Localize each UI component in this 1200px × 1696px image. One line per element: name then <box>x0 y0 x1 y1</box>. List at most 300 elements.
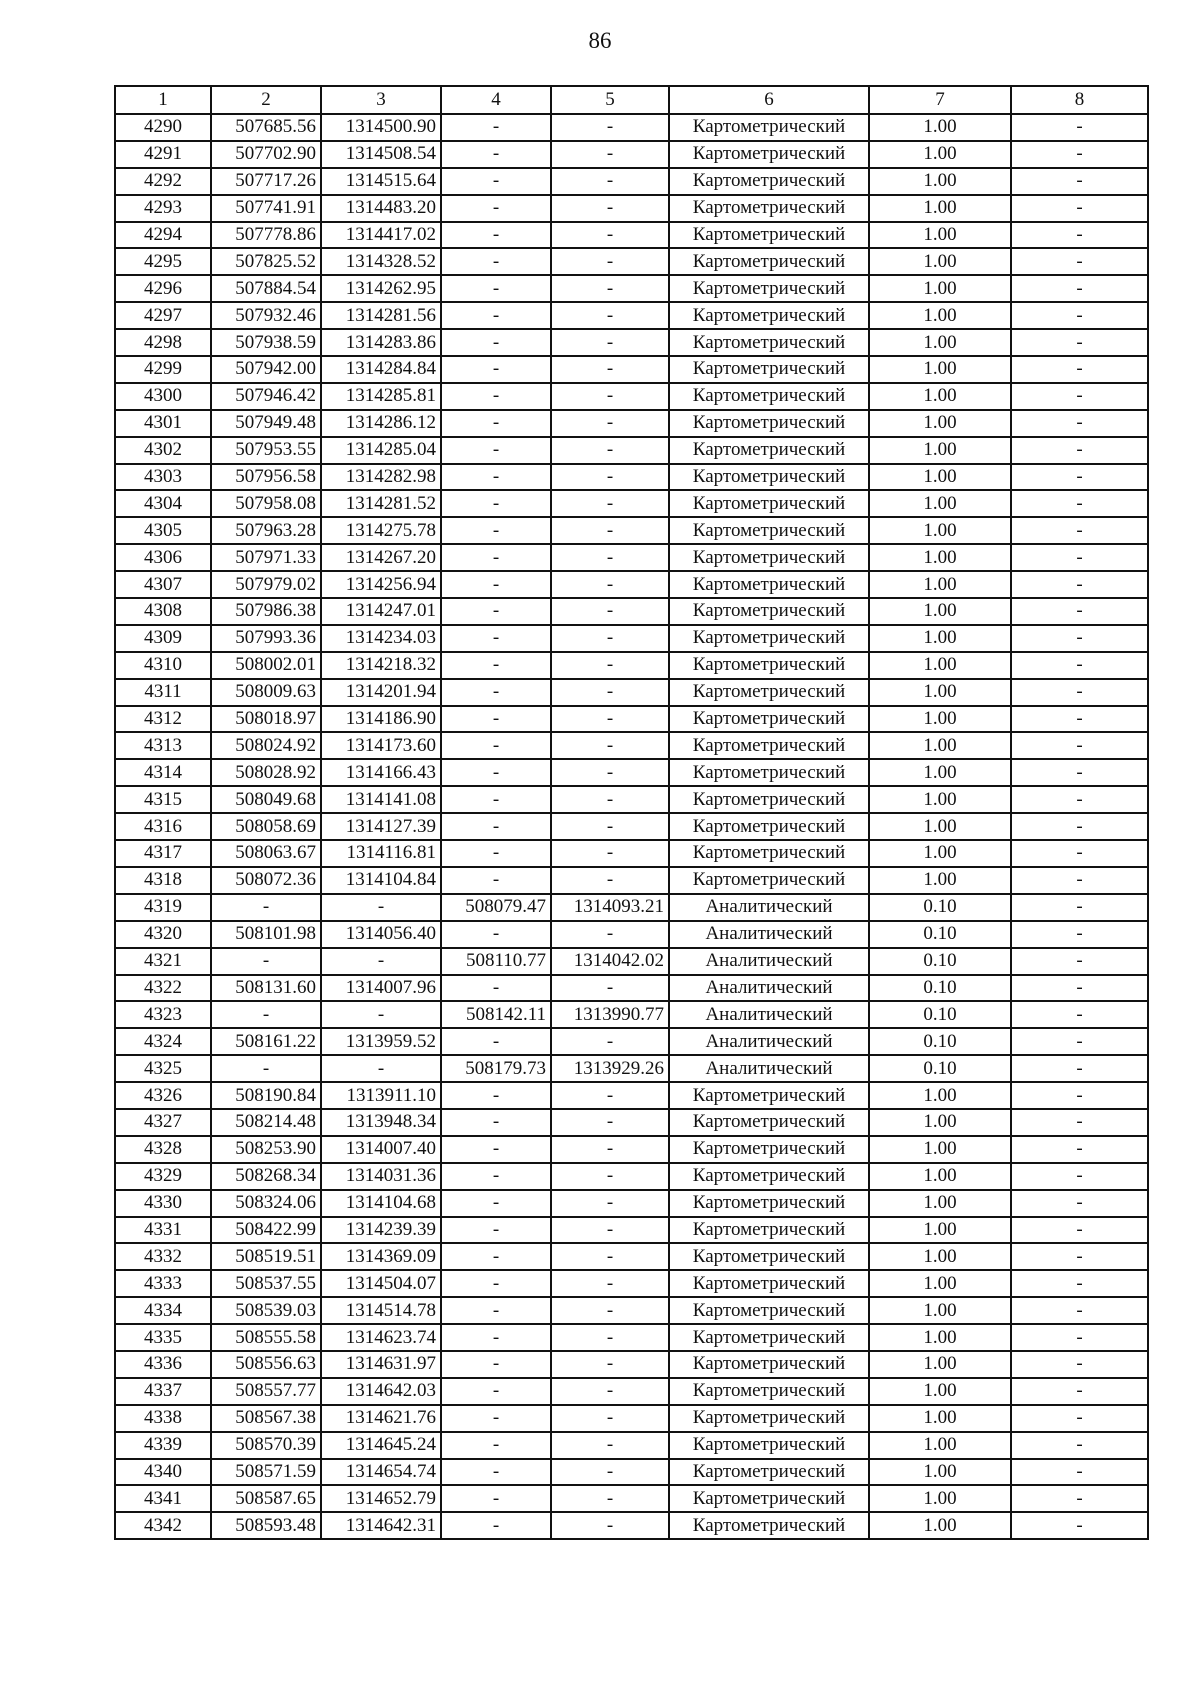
cell-x-coord: 507825.52 <box>211 248 321 275</box>
cell-y-coord: 1314284.84 <box>321 356 441 383</box>
cell-point-number: 4303 <box>115 464 211 491</box>
table-row <box>115 813 1148 840</box>
column-header-2: 2 <box>211 86 321 114</box>
cell-x-coord: 508009.63 <box>211 679 321 706</box>
cell-note: - <box>1011 1082 1148 1109</box>
cell-x-coord: 508567.38 <box>211 1405 321 1432</box>
cell-x-coord-alt: - <box>441 168 551 195</box>
cell-method: Картометрический <box>669 706 869 733</box>
cell-note: - <box>1011 464 1148 491</box>
table-row <box>115 1297 1148 1324</box>
cell-note: - <box>1011 732 1148 759</box>
cell-accuracy: 1.00 <box>869 1082 1011 1109</box>
cell-accuracy: 1.00 <box>869 1405 1011 1432</box>
cell-accuracy: 1.00 <box>869 517 1011 544</box>
cell-y-coord: 1313948.34 <box>321 1109 441 1136</box>
cell-note: - <box>1011 813 1148 840</box>
table-row <box>115 1136 1148 1163</box>
cell-x-coord: 507958.08 <box>211 490 321 517</box>
cell-method: Картометрический <box>669 1485 869 1512</box>
table-row <box>115 894 1148 921</box>
table-row <box>115 1163 1148 1190</box>
cell-point-number: 4337 <box>115 1378 211 1405</box>
cell-point-number: 4338 <box>115 1405 211 1432</box>
cell-y-coord: 1314281.56 <box>321 302 441 329</box>
cell-accuracy: 1.00 <box>869 1270 1011 1297</box>
cell-accuracy: 1.00 <box>869 437 1011 464</box>
cell-y-coord: 1314201.94 <box>321 679 441 706</box>
cell-y-coord: 1314328.52 <box>321 248 441 275</box>
cell-x-coord: 508537.55 <box>211 1270 321 1297</box>
cell-y-coord: 1314127.39 <box>321 813 441 840</box>
cell-accuracy: 1.00 <box>869 1378 1011 1405</box>
cell-note: - <box>1011 1351 1148 1378</box>
cell-accuracy: 1.00 <box>869 490 1011 517</box>
cell-point-number: 4291 <box>115 141 211 168</box>
cell-x-coord: 508101.98 <box>211 921 321 948</box>
cell-x-coord-alt: - <box>441 1512 551 1539</box>
cell-x-coord: 508058.69 <box>211 813 321 840</box>
cell-y-coord-alt: - <box>551 302 669 329</box>
cell-y-coord-alt: - <box>551 598 669 625</box>
table-row <box>115 464 1148 491</box>
column-header-4: 4 <box>441 86 551 114</box>
cell-method: Картометрический <box>669 1512 869 1539</box>
column-header-8: 8 <box>1011 86 1148 114</box>
cell-x-coord: 508214.48 <box>211 1109 321 1136</box>
cell-x-coord-alt: - <box>441 1485 551 1512</box>
cell-point-number: 4342 <box>115 1512 211 1539</box>
table-row <box>115 1324 1148 1351</box>
cell-note: - <box>1011 302 1148 329</box>
cell-x-coord-alt: - <box>441 1459 551 1486</box>
cell-y-coord-alt: - <box>551 222 669 249</box>
cell-x-coord-alt: - <box>441 706 551 733</box>
table-row <box>115 410 1148 437</box>
table-row <box>115 356 1148 383</box>
cell-x-coord: 508024.92 <box>211 732 321 759</box>
cell-y-coord-alt: - <box>551 652 669 679</box>
cell-note: - <box>1011 706 1148 733</box>
cell-x-coord-alt: - <box>441 1190 551 1217</box>
cell-method: Картометрический <box>669 302 869 329</box>
cell-note: - <box>1011 356 1148 383</box>
cell-note: - <box>1011 222 1148 249</box>
cell-y-coord-alt: - <box>551 544 669 571</box>
cell-method: Картометрический <box>669 383 869 410</box>
cell-point-number: 4326 <box>115 1082 211 1109</box>
cell-y-coord: 1314281.52 <box>321 490 441 517</box>
cell-point-number: 4328 <box>115 1136 211 1163</box>
cell-method: Картометрический <box>669 1163 869 1190</box>
cell-accuracy: 1.00 <box>869 329 1011 356</box>
cell-method: Картометрический <box>669 275 869 302</box>
cell-method: Аналитический <box>669 894 869 921</box>
table-body <box>115 114 1148 1539</box>
cell-y-coord: 1314116.81 <box>321 840 441 867</box>
cell-point-number: 4319 <box>115 894 211 921</box>
cell-accuracy: 1.00 <box>869 1297 1011 1324</box>
table-row <box>115 1109 1148 1136</box>
cell-note: - <box>1011 1324 1148 1351</box>
table-row <box>115 1028 1148 1055</box>
cell-method: Картометрический <box>669 1432 869 1459</box>
cell-y-coord: 1314514.78 <box>321 1297 441 1324</box>
cell-method: Картометрический <box>669 490 869 517</box>
cell-x-coord-alt: 508179.73 <box>441 1055 551 1082</box>
cell-method: Картометрический <box>669 356 869 383</box>
cell-accuracy: 1.00 <box>869 248 1011 275</box>
table-row <box>115 1512 1148 1539</box>
cell-x-coord: 508557.77 <box>211 1378 321 1405</box>
cell-x-coord: 507979.02 <box>211 571 321 598</box>
cell-point-number: 4295 <box>115 248 211 275</box>
cell-y-coord-alt: - <box>551 1163 669 1190</box>
cell-method: Аналитический <box>669 1055 869 1082</box>
cell-y-coord-alt: - <box>551 1485 669 1512</box>
cell-accuracy: 1.00 <box>869 114 1011 141</box>
cell-point-number: 4305 <box>115 517 211 544</box>
cell-method: Картометрический <box>669 1190 869 1217</box>
cell-accuracy: 1.00 <box>869 410 1011 437</box>
cell-point-number: 4332 <box>115 1243 211 1270</box>
cell-x-coord: 508422.99 <box>211 1217 321 1244</box>
cell-accuracy: 1.00 <box>869 464 1011 491</box>
cell-accuracy: 1.00 <box>869 625 1011 652</box>
cell-accuracy: 1.00 <box>869 383 1011 410</box>
cell-accuracy: 1.00 <box>869 195 1011 222</box>
cell-accuracy: 1.00 <box>869 1485 1011 1512</box>
cell-y-coord: 1314508.54 <box>321 141 441 168</box>
cell-y-coord: - <box>321 948 441 975</box>
cell-y-coord: 1314623.74 <box>321 1324 441 1351</box>
cell-method: Картометрический <box>669 732 869 759</box>
cell-y-coord: 1314007.40 <box>321 1136 441 1163</box>
cell-y-coord-alt: - <box>551 759 669 786</box>
cell-x-coord-alt: - <box>441 114 551 141</box>
cell-point-number: 4339 <box>115 1432 211 1459</box>
cell-y-coord: 1314234.03 <box>321 625 441 652</box>
cell-x-coord-alt: - <box>441 410 551 437</box>
cell-accuracy: 1.00 <box>869 1432 1011 1459</box>
cell-x-coord: - <box>211 1001 321 1028</box>
cell-y-coord-alt: - <box>551 1459 669 1486</box>
cell-method: Картометрический <box>669 114 869 141</box>
cell-y-coord: 1314282.98 <box>321 464 441 491</box>
cell-x-coord-alt: - <box>441 1432 551 1459</box>
cell-x-coord-alt: - <box>441 867 551 894</box>
cell-point-number: 4320 <box>115 921 211 948</box>
cell-y-coord-alt: - <box>551 114 669 141</box>
cell-point-number: 4297 <box>115 302 211 329</box>
cell-x-coord: 507942.00 <box>211 356 321 383</box>
cell-accuracy: 1.00 <box>869 813 1011 840</box>
cell-x-coord-alt: - <box>441 1270 551 1297</box>
cell-x-coord: 508161.22 <box>211 1028 321 1055</box>
cell-point-number: 4308 <box>115 598 211 625</box>
cell-point-number: 4309 <box>115 625 211 652</box>
cell-x-coord: 507986.38 <box>211 598 321 625</box>
cell-method: Картометрический <box>669 437 869 464</box>
cell-y-coord-alt: - <box>551 1432 669 1459</box>
table-row <box>115 571 1148 598</box>
cell-y-coord: 1314256.94 <box>321 571 441 598</box>
table-row <box>115 625 1148 652</box>
cell-accuracy: 1.00 <box>869 679 1011 706</box>
cell-note: - <box>1011 867 1148 894</box>
cell-method: Картометрический <box>669 1270 869 1297</box>
cell-y-coord-alt: 1314042.02 <box>551 948 669 975</box>
cell-x-coord: 508131.60 <box>211 975 321 1002</box>
cell-method: Картометрический <box>669 195 869 222</box>
table-row <box>115 759 1148 786</box>
cell-x-coord-alt: - <box>441 786 551 813</box>
table-row <box>115 1001 1148 1028</box>
cell-method: Картометрический <box>669 571 869 598</box>
cell-accuracy: 1.00 <box>869 1351 1011 1378</box>
cell-x-coord-alt: - <box>441 544 551 571</box>
cell-accuracy: 1.00 <box>869 356 1011 383</box>
cell-y-coord-alt: - <box>551 679 669 706</box>
cell-y-coord-alt: - <box>551 975 669 1002</box>
cell-y-coord-alt: - <box>551 840 669 867</box>
cell-x-coord-alt: - <box>441 652 551 679</box>
cell-y-coord: - <box>321 894 441 921</box>
cell-x-coord-alt: - <box>441 598 551 625</box>
table-row <box>115 1485 1148 1512</box>
cell-x-coord-alt: - <box>441 141 551 168</box>
cell-method: Картометрический <box>669 168 869 195</box>
cell-x-coord: 508556.63 <box>211 1351 321 1378</box>
cell-accuracy: 0.10 <box>869 1028 1011 1055</box>
table-row <box>115 168 1148 195</box>
cell-y-coord-alt: - <box>551 410 669 437</box>
cell-y-coord-alt: - <box>551 921 669 948</box>
cell-x-coord: 508028.92 <box>211 759 321 786</box>
cell-x-coord: 507953.55 <box>211 437 321 464</box>
cell-method: Картометрический <box>669 840 869 867</box>
cell-note: - <box>1011 598 1148 625</box>
cell-y-coord: 1313959.52 <box>321 1028 441 1055</box>
cell-y-coord: 1314515.64 <box>321 168 441 195</box>
cell-x-coord: 508268.34 <box>211 1163 321 1190</box>
cell-x-coord-alt: - <box>441 490 551 517</box>
cell-point-number: 4296 <box>115 275 211 302</box>
cell-y-coord: 1314500.90 <box>321 114 441 141</box>
table-row <box>115 1082 1148 1109</box>
cell-y-coord-alt: - <box>551 732 669 759</box>
cell-y-coord: 1314186.90 <box>321 706 441 733</box>
cell-accuracy: 1.00 <box>869 1243 1011 1270</box>
cell-x-coord-alt: - <box>441 1297 551 1324</box>
cell-point-number: 4317 <box>115 840 211 867</box>
cell-y-coord-alt: - <box>551 517 669 544</box>
cell-point-number: 4312 <box>115 706 211 733</box>
cell-y-coord: 1314504.07 <box>321 1270 441 1297</box>
cell-x-coord-alt: - <box>441 464 551 491</box>
cell-x-coord: 508072.36 <box>211 867 321 894</box>
cell-method: Картометрический <box>669 652 869 679</box>
cell-note: - <box>1011 1163 1148 1190</box>
cell-x-coord-alt: - <box>441 732 551 759</box>
cell-x-coord: 508049.68 <box>211 786 321 813</box>
cell-y-coord-alt: - <box>551 1243 669 1270</box>
cell-point-number: 4290 <box>115 114 211 141</box>
cell-y-coord: 1314285.04 <box>321 437 441 464</box>
cell-point-number: 4340 <box>115 1459 211 1486</box>
cell-note: - <box>1011 1001 1148 1028</box>
cell-x-coord: 507702.90 <box>211 141 321 168</box>
table-row <box>115 114 1148 141</box>
cell-accuracy: 1.00 <box>869 840 1011 867</box>
cell-note: - <box>1011 1459 1148 1486</box>
cell-point-number: 4341 <box>115 1485 211 1512</box>
cell-x-coord: 507993.36 <box>211 625 321 652</box>
cell-y-coord: 1314642.31 <box>321 1512 441 1539</box>
cell-x-coord: 508587.65 <box>211 1485 321 1512</box>
table-row <box>115 437 1148 464</box>
cell-method: Картометрический <box>669 786 869 813</box>
cell-y-coord: 1314267.20 <box>321 544 441 571</box>
cell-y-coord-alt: - <box>551 706 669 733</box>
cell-point-number: 4329 <box>115 1163 211 1190</box>
cell-note: - <box>1011 141 1148 168</box>
cell-method: Картометрический <box>669 1109 869 1136</box>
cell-accuracy: 1.00 <box>869 732 1011 759</box>
cell-y-coord-alt: - <box>551 248 669 275</box>
cell-y-coord: 1314218.32 <box>321 652 441 679</box>
cell-point-number: 4324 <box>115 1028 211 1055</box>
cell-method: Картометрический <box>669 1405 869 1432</box>
cell-point-number: 4306 <box>115 544 211 571</box>
table-row <box>115 195 1148 222</box>
cell-x-coord-alt: - <box>441 759 551 786</box>
cell-accuracy: 1.00 <box>869 706 1011 733</box>
table-row <box>115 1243 1148 1270</box>
cell-y-coord-alt: - <box>551 1028 669 1055</box>
cell-y-coord-alt: - <box>551 329 669 356</box>
cell-y-coord-alt: - <box>551 195 669 222</box>
cell-point-number: 4311 <box>115 679 211 706</box>
cell-x-coord: 508018.97 <box>211 706 321 733</box>
cell-y-coord-alt: 1314093.21 <box>551 894 669 921</box>
cell-note: - <box>1011 759 1148 786</box>
cell-method: Аналитический <box>669 1028 869 1055</box>
cell-x-coord-alt: - <box>441 813 551 840</box>
table-row <box>115 652 1148 679</box>
cell-point-number: 4301 <box>115 410 211 437</box>
cell-x-coord-alt: - <box>441 356 551 383</box>
cell-x-coord: 508253.90 <box>211 1136 321 1163</box>
cell-x-coord-alt: - <box>441 1136 551 1163</box>
column-header-7: 7 <box>869 86 1011 114</box>
cell-method: Картометрический <box>669 759 869 786</box>
table-row <box>115 302 1148 329</box>
table-row <box>115 1217 1148 1244</box>
cell-note: - <box>1011 1109 1148 1136</box>
cell-accuracy: 1.00 <box>869 786 1011 813</box>
cell-point-number: 4330 <box>115 1190 211 1217</box>
cell-note: - <box>1011 195 1148 222</box>
cell-method: Картометрический <box>669 1136 869 1163</box>
cell-point-number: 4314 <box>115 759 211 786</box>
cell-accuracy: 1.00 <box>869 302 1011 329</box>
cell-method: Картометрический <box>669 517 869 544</box>
table-row <box>115 732 1148 759</box>
cell-point-number: 4293 <box>115 195 211 222</box>
cell-y-coord-alt: - <box>551 1324 669 1351</box>
table-header-row <box>115 86 1148 114</box>
cell-accuracy: 1.00 <box>869 544 1011 571</box>
cell-method: Картометрический <box>669 813 869 840</box>
cell-point-number: 4313 <box>115 732 211 759</box>
cell-accuracy: 1.00 <box>869 759 1011 786</box>
cell-accuracy: 1.00 <box>869 652 1011 679</box>
cell-y-coord-alt: - <box>551 571 669 598</box>
cell-note: - <box>1011 1190 1148 1217</box>
cell-y-coord: - <box>321 1055 441 1082</box>
cell-method: Картометрический <box>669 1082 869 1109</box>
cell-y-coord: 1314283.86 <box>321 329 441 356</box>
table-row <box>115 1055 1148 1082</box>
coordinates-table <box>114 85 1149 1540</box>
cell-y-coord-alt: - <box>551 1136 669 1163</box>
cell-y-coord-alt: - <box>551 383 669 410</box>
cell-x-coord-alt: - <box>441 222 551 249</box>
cell-accuracy: 1.00 <box>869 1109 1011 1136</box>
table-row <box>115 921 1148 948</box>
cell-y-coord: 1314652.79 <box>321 1485 441 1512</box>
cell-y-coord: - <box>321 1001 441 1028</box>
cell-y-coord-alt: - <box>551 1405 669 1432</box>
cell-accuracy: 1.00 <box>869 1163 1011 1190</box>
cell-x-coord-alt: 508142.11 <box>441 1001 551 1028</box>
cell-y-coord-alt: - <box>551 168 669 195</box>
table-row <box>115 840 1148 867</box>
cell-x-coord: 507884.54 <box>211 275 321 302</box>
table-row <box>115 1432 1148 1459</box>
cell-accuracy: 1.00 <box>869 275 1011 302</box>
cell-note: - <box>1011 948 1148 975</box>
table-row <box>115 544 1148 571</box>
cell-y-coord-alt: - <box>551 813 669 840</box>
table-row <box>115 383 1148 410</box>
column-header-3: 3 <box>321 86 441 114</box>
cell-y-coord: 1314642.03 <box>321 1378 441 1405</box>
cell-method: Картометрический <box>669 141 869 168</box>
cell-method: Картометрический <box>669 544 869 571</box>
cell-point-number: 4307 <box>115 571 211 598</box>
cell-note: - <box>1011 1243 1148 1270</box>
cell-x-coord: 508190.84 <box>211 1082 321 1109</box>
cell-note: - <box>1011 1432 1148 1459</box>
cell-x-coord: 508555.58 <box>211 1324 321 1351</box>
cell-note: - <box>1011 1378 1148 1405</box>
cell-point-number: 4300 <box>115 383 211 410</box>
cell-note: - <box>1011 1512 1148 1539</box>
cell-y-coord: 1314056.40 <box>321 921 441 948</box>
cell-point-number: 4336 <box>115 1351 211 1378</box>
table-row <box>115 975 1148 1002</box>
cell-accuracy: 1.00 <box>869 222 1011 249</box>
cell-x-coord: - <box>211 894 321 921</box>
cell-y-coord: 1314645.24 <box>321 1432 441 1459</box>
cell-point-number: 4299 <box>115 356 211 383</box>
cell-y-coord-alt: - <box>551 1297 669 1324</box>
cell-note: - <box>1011 625 1148 652</box>
cell-y-coord: 1314173.60 <box>321 732 441 759</box>
cell-point-number: 4327 <box>115 1109 211 1136</box>
